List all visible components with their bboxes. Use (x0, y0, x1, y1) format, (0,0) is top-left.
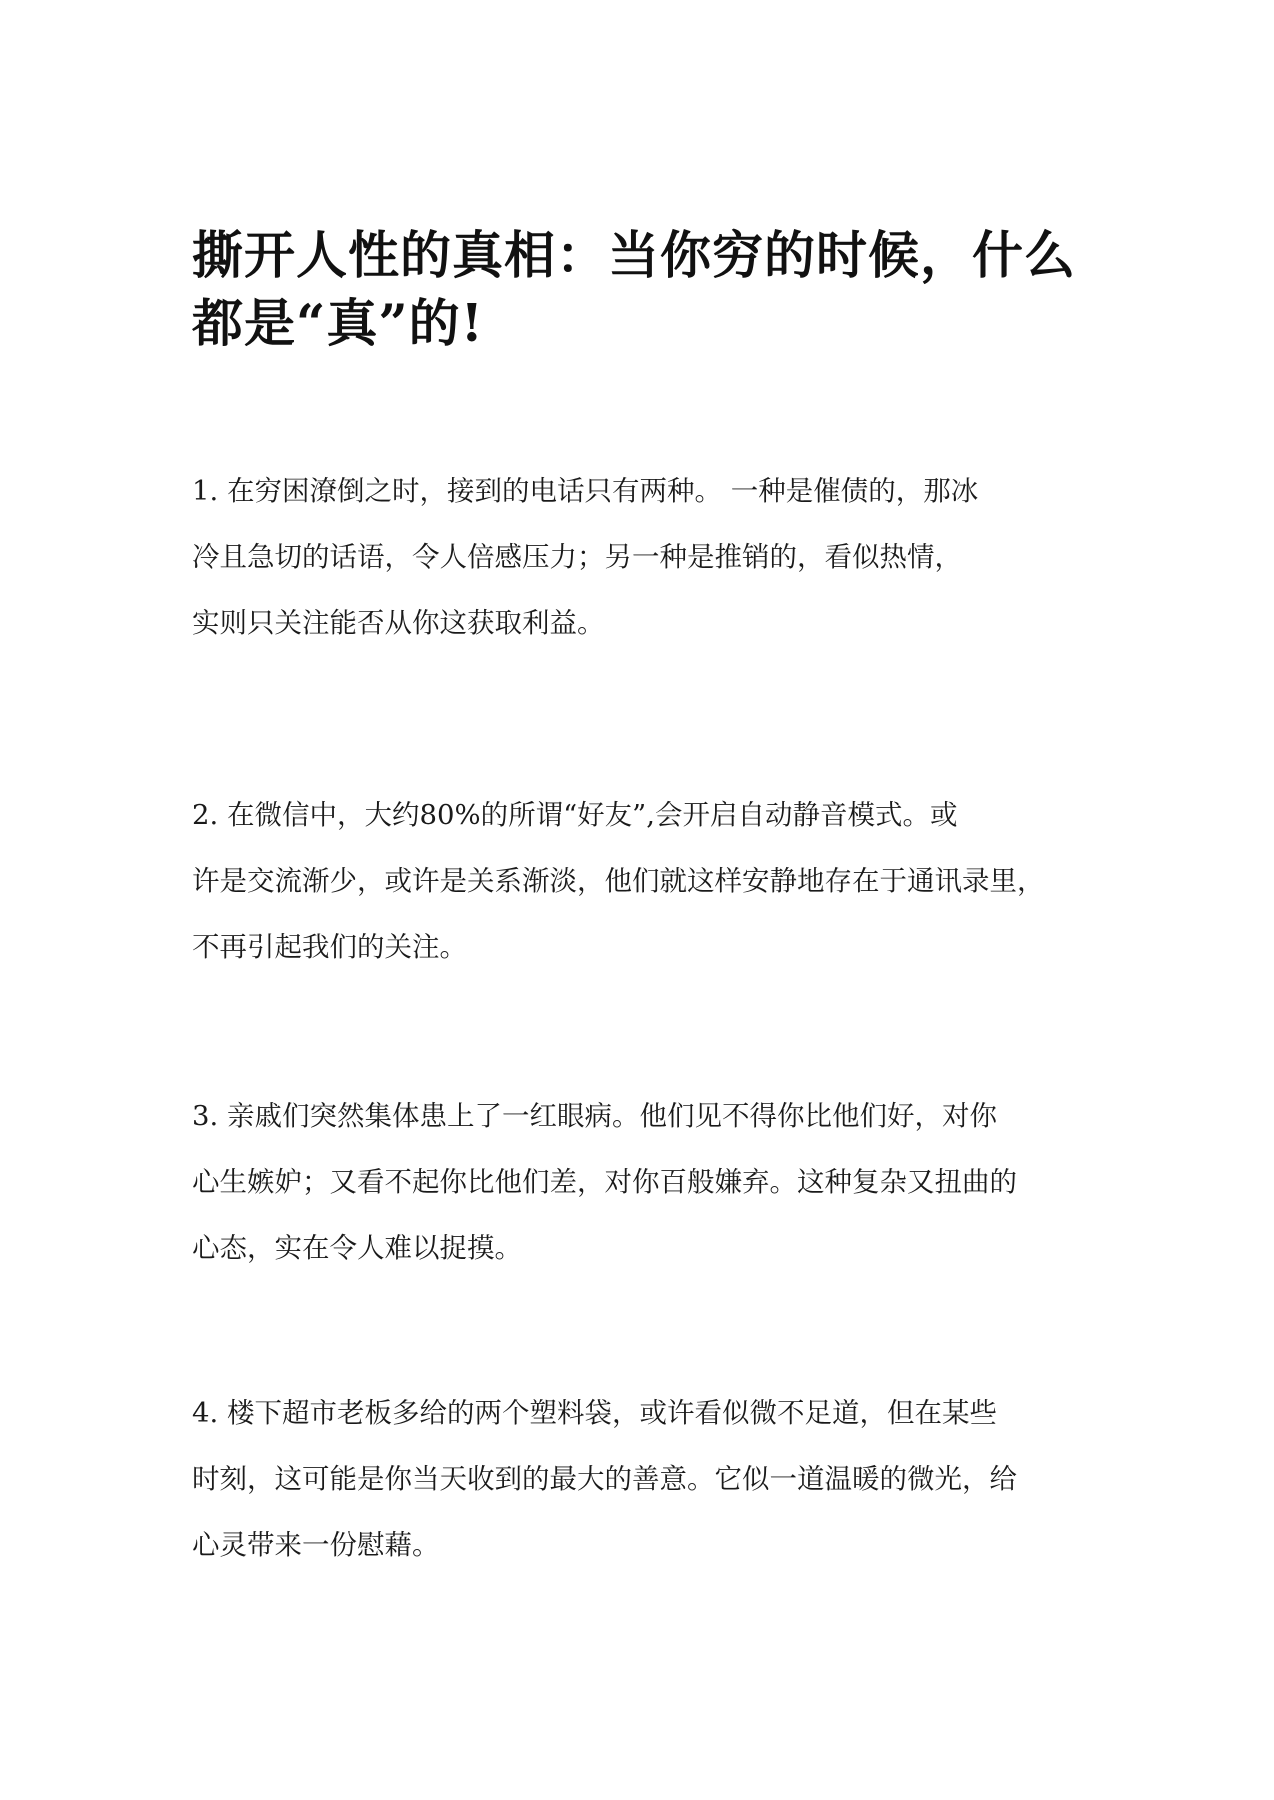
item-4-line-2: 时刻，这可能是你当天收到的最大的善意。它似一道温暖的微光，给 (192, 1463, 1017, 1495)
item-1-line-2: 冷且急切的话语，令人倍感压力；另一种是推销的，看似热情， (192, 541, 962, 573)
title-line-1: 撕开人性的真相：当你穷的时候，什么 (192, 226, 1077, 286)
item-4-line-1: 4. 楼下超市老板多给的两个塑料袋，或许看似微不足道，但在某些 (192, 1397, 997, 1429)
item-2-line-3: 不再引起我们的关注。 (192, 931, 467, 963)
list-item-1 (192, 458, 1092, 656)
item-3-line-3: 心态，实在令人难以捉摸。 (192, 1232, 522, 1264)
list-item-3 (192, 1083, 1092, 1281)
list-item-2 (192, 782, 1092, 980)
item-2-line-2: 许是交流渐少，或许是关系渐淡，他们就这样安静地存在于通讯录里， (192, 865, 1045, 897)
item-1-line-3: 实则只关注能否从你这获取利益。 (192, 607, 605, 639)
item-2-line-1: 2. 在微信中，大约80%的所谓“好友”,会开启自动静音模式。或 (192, 799, 958, 831)
item-3-line-1: 3. 亲戚们突然集体患上了一红眼病。他们见不得你比他们好，对你 (192, 1100, 997, 1132)
list-item-4 (192, 1380, 1092, 1578)
item-4-line-3: 心灵带来一份慰藉。 (192, 1529, 440, 1561)
title-line-2: 都是“真”的! (192, 294, 485, 354)
item-3-line-2: 心生嫉妒；又看不起你比他们差，对你百般嫌弃。这种复杂又扭曲的 (192, 1166, 1017, 1198)
item-1-line-1: 1. 在穷困潦倒之时，接到的电话只有两种。 一种是催债的，那冰 (192, 475, 979, 507)
article-title (192, 222, 1092, 358)
